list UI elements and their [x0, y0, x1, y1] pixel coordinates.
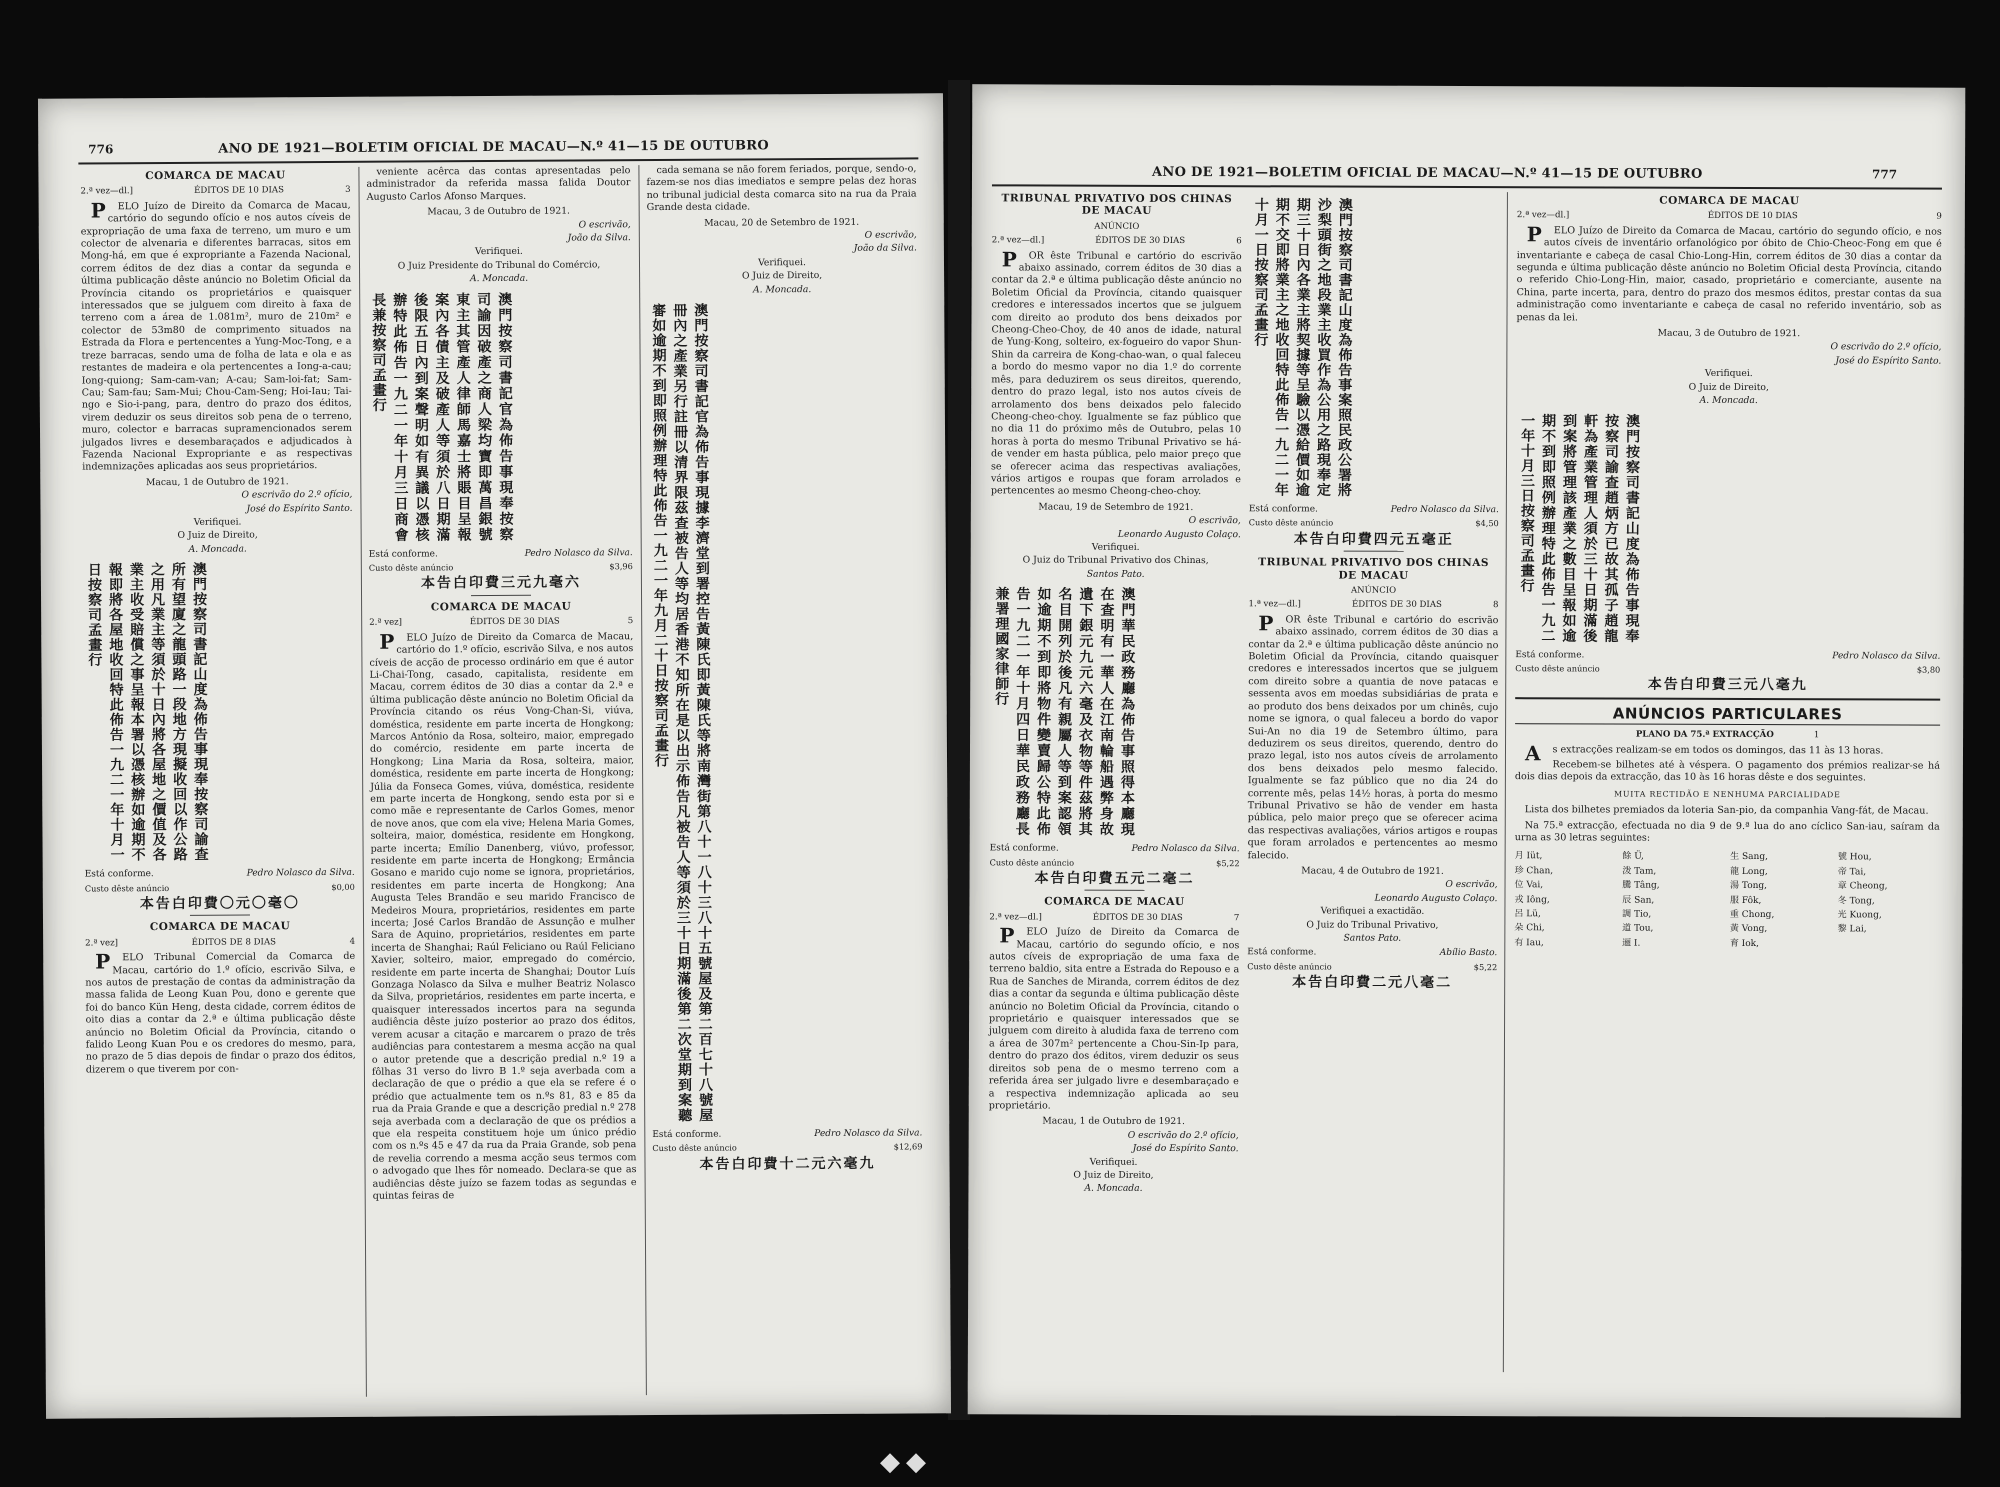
signature: A. Moncada.	[469, 273, 529, 285]
signature: A. Moncada.	[1699, 394, 1758, 407]
signature: João da Silva.	[567, 232, 631, 244]
lottery-letter: 逦 I.	[1622, 938, 1641, 949]
lottery-letter: 號 Hou,	[1837, 852, 1872, 863]
chinese-notice: 澳門華民政務廳為佈告事照得本廳現在查明有一華人在江南輪船遇弊身故遺下銀元九元六毫及衣物等件茲將其名目開列於後凡有親屬人等到案認領如逾期不到即將物件變賣歸公特此佈告一九二一年十月四日華民政務廳長兼署理國家律師行	[993, 586, 1136, 838]
cost-stamp: 本告白印費三元八毫九	[1647, 676, 1808, 694]
chinese-notice: 澳門按察司書記山度為佈告事案照民政公署將沙梨頭街之地段業主收買作為公用之路現奉定期三十日內各業主將契據等呈驗以憑給價如逾期不交即將業主之地收回特此佈告一九二一年十月一日按察司孟畫行	[1252, 197, 1353, 498]
cost-stamp: 本告白印費四元五毫正	[1293, 531, 1454, 548]
lottery-letter: 位 Vai,	[1514, 880, 1544, 891]
cost-stamp: 本告白印費〇元〇毫〇	[139, 895, 300, 913]
signature: A. Moncada.	[1084, 1183, 1143, 1195]
section-title: COMARCA DE MACAU	[149, 920, 291, 934]
lottery-letter: 冬 Tong,	[1837, 895, 1875, 907]
lottery-letter: 帝 Tai,	[1837, 867, 1867, 878]
left-page	[38, 93, 951, 1419]
chinese-notice: 澳門按察司書記山度為佈告事現奉按察司諭查所有望廈之龍頭路一段地方現擬收回以作公路之用凡業主等須於十日內將各屋地之價值及各業主收受賠償之事呈報本署以憑核辦如逾期不報即將各屋地收回特此佈告一九二一年十月一日按察司孟畫行	[85, 561, 209, 863]
right-column-2: COMARCA DE MACAU 2.ª vez—dl.] ÉDITOS DE 10 DIAS 9 PELO Juízo de Direito da Comarca de Macau, cartório do segundo ofício, e nos autos cíveis de inventário orfanológico por óbito de Chio-Cheoc-Fong em que é inventariante e cabeça de casal Chio-Long-Hin, correm éditos de 30 dias a contar da segunda e última publicação dêste anúncio no Boletim Oficial desta Província, citando o referido Chio-Long-Hin, maior, casado, proprietário e comerciante, ausente na China, parte incerta, para, dentro do prazo dos mesmos éditos, prestar contas da sua administração como inventariante e cabeça de casal no referido inventário, sob as penas da lei. Macau, 3 de Outubro de 1921. O escrivão do 2.º ofício, José do Espírito Santo. Verifiquei. O Juiz de Direito, A. Moncada. 澳門按察司書記山度為佈告事現奉按察司諭查趙炳方已故其孤子趙龍軒為產業管理人須於三十日期滿後到案將管理該產業之數目呈報如逾期不到即照例辦理特此佈告一九二一年十月三日按察司孟畫行 Está conforme. Pedro Nolasco da Silva. Custo dêste anúncio $3,80 本告白印費三元八毫九 ANÚNCIOS PARTICULARES PLANO DA 75.ª EXTRACÇÃO 1 As extracções realizam-se em todos os domingos, das 11 às 13 horas. Recebem-se bilhetes até à véspera. O pagamento dos prémios realizar-se há dois dias depois da extracção, das 10 às 16 horas dêste e dos seguintes. MUITA RECTIDÃO E NENHUMA PARCIALIDADE Lista dos bilhetes premiados da loteria San-pio, da companhia Vang-fát, de Macau. Na 75.ª extracção, efectuada no dia 9 de 9.ª lua do ano cíclico San-iau, saíram da urna as 30 letras seguintes: 月 Iüt, 餘 Ü, 生 Sang, 號 Hou, 珍 Chan, 泼 Tam, 龍 Long, 帝 Tai, 位 Vai, 騰 Tâng, 湯 Tong, 章 Cheong, 戎 Iông, 辰 San, 服 Fôk, 冬 Tong, 呂 Lü, 調 Tio, 重 Chong, 光 Kuong, 朵 Chi, 道 Tou, 黃 Vong, 黎 Lai, 有 Iau, 逦 I. 育 Iok,	[1514, 192, 1942, 951]
lottery-letter: 光 Kuong,	[1837, 910, 1882, 921]
left-column-2: veniente acêrca das contas apresentadas pelo administrador da referida massa falida Doutor Augusto Carlos Afonso Marques. Macau, 3 de Outubro de 1921. O escrivão, João da Silva. Verifiquei. O Juiz Presidente do Tribunal do Comércio, A. Moncada. 澳門按察司書記官為佈告事現奉按察司諭因破產之商人梁均寶即萬昌銀號東主其管產人律師馬嘉士將賬目呈報案內各債主及破產人等須於八日期滿後限五日內到案聲明如有異議以憑核辦特此佈告一九二一年十月三日商會長兼按察司孟畫行 Está conforme. Pedro Nolasco da Silva. Custo dêste anúncio $3,96 本告白印費三元九毫六 COMARCA DE MACAU 2.ª vez] ÉDITOS DE 30 DIAS 5 PELO Juízo de Direito da Comarca de Macau, cartório do 1.º ofício, escrivão Silva, e nos autos cíveis de acção de processo ordinário em que é autor Li-Chai-Tong, casado, capitalista, residente em Macau, correm éditos de 30 dias a contar da 2.ª e última publicação dêste anúncio no Boletim Oficial da Província citando os réus Vong-Chan-Si, viúva, doméstica, residente em parte incerta de Hongkong; Marcos António da Rosa, solteiro, maior, empregado do comércio, residente em parte incerta de Hongkong; Lina Maria da Rosa, solteira, maior, doméstica, residente em parte incerta de Hongkong; Júlia da Fonseca Gomes, viúva, doméstica, residente em parte incerta de Hongkong, sendo esta por si e como mãe e representante de Carlos Gomes, menor de nove anos, que com ela vive; Helena Maria Gomes, solteira, maior, doméstica, residente em Hongkong, parte incerta; Emílio Danenberg, viúvo, professor, residente em parte incerta de Hongkong; Ermância Gosano e marido cujo nome se ignora, proprietários, residentes em parte incerta de Hongkong; Ana Augusta Teles Brandão e seu marido Francisco de Medeiros Moura, proprietários, residentes em parte incerta; José Carlos Brandão de Assunção e mulher Sara de Aquino, proprietários, residentes em parte incerta de Shanghai; Raúl Feliciano ou Raúl Feliciano Xavier, solteiro, maior, empregado do comércio, residente em parte incerta de Shanghai; Doutor Luís Gonzaga Nolasco da Silva e mulher Beatriz Nolasco da Silva, proprietários, residentes em parte incerta, e quaisquer interessados incertos para na segunda audiência dêste juízo posterior ao prazo dos éditos, verem acusar a citação e marcarem o prazo de três audiências para contestarem a mesma acção na qual o autor pretende que a descrição predial n.º 19 a fôlhas 31 verso do livro B 1.º seja averbada com a declaração de que o prédio a que ela se refere é o prédio que actualmente tem os n.ºs 81, 83 e 85 da rua da Praia Grande e que a descrição predial n.º 278 seja averbada com a declaração de que os prédios a que ela respeita constituem hoje um único prédio com os n.ºs 45 e 47 da rua da Praia Grande, sob pena de revelia correndo a mesma acção seus termos com o advogado que lhes fôr nomeado. Declara-se que as audiências dêste juízo se fazem todas as segundas e quintas feiras de	[366, 165, 637, 1202]
signature: Leonardo Augusto Colaço.	[1117, 528, 1241, 540]
lottery-letter: 騰 Tâng,	[1622, 880, 1660, 891]
edict-body: PELO Juízo de Direito da Comarca de Macau, cartório do 1.º ofício, escrivão Silva, e nos autos cíveis de acção de processo ordinário em que é autor Li-Chai-Tong, casado, capitalista, residente em Macau, correm éditos de 30 dias a contar da 2.ª e última publicação dêste anúncio no Boletim Oficial da Província citando os réus Vong-Chan-Si, viúva, doméstica, residente em parte incerta de Hongkong; Marcos António da Rosa, solteiro, maior, empregado do comércio, residente em parte incerta de Hongkong; Lina Maria da Rosa, solteira, maior, doméstica, residente em parte incerta de Hongkong; Júlia da Fonseca Gomes, viúva, doméstica, residente em parte incerta de Hongkong, sendo esta por si e como mãe e representante de Carlos Gomes, menor de nove anos, que com ela vive; Helena Maria Gomes, solteira, maior, doméstica, residente em Hongkong, parte incerta; Emílio Danenberg, viúvo, professor, residente em parte incerta de Hongkong; Ermância Gosano e marido cujo nome se ignora, proprietários, residentes em parte incerta de Hongkong; Ana Augusta Teles Brandão e seu marido Francisco de Medeiros Moura, proprietários, residentes em parte incerta; José Carlos Brandão de Assunção e mulher Sara de Aquino, proprietários, residentes em parte incerta de Shanghai; Raúl Feliciano ou Raúl Feliciano Xavier, solteiro, maior, empregado do comércio, residente em parte incerta de Shanghai; Doutor Luís Gonzaga Nolasco da Silva e mulher Beatriz Nolasco da Silva, proprietários, residentes em parte incerta, e quaisquer interessados incertos para na segunda audiência dêste juízo posterior ao prazo dos éditos, verem acusar a citação e marcarem o prazo de três audiências para contestarem a mesma acção na qual o autor pretende que a descrição predial n.º 19 a fôlhas 31 verso do livro B 1.º seja averbada com a declaração de que o prédio a que ela se refere é o prédio que actualmente tem os n.ºs 81, 83 e 85 da rua da Praia Grande e que a descrição predial n.º 278 seja averbada com a declaração de que os prédios a que ela respeita constituem hoje um único prédio com os n.ºs 45 e 47 da rua da Praia Grande, sob pena de revelia correndo a mesma acção seus termos com o advogado que lhes fôr nomeado. Declara-se que as audiências dêste juízo se fazem todas as segundas e quintas feiras de	[369, 629, 637, 1202]
right-column-1a: TRIBUNAL PRIVATIVO DOS CHINAS DE MACAU ANÚNCIO 2.ª vez—dl.] ÉDITOS DE 30 DIAS 6 POR êste Tribunal e cartório do escrivão abaixo assinado, correm éditos de 30 dias a contar da 2.ª e última publicação dêste anúncio no Boletim Oficial da Província, citando quaisquer credores e interessados incertos que se julguem com direito ao produto dos bens deixados por Cheong-Cheo-Choy, de 40 anos de idade, natural de Yung-Kong, solteiro, ex-fogueiro do vapor Shun-Shin da carreira de Kong-chao-wan, o qual faleceu a bordo do mesmo vapor no dia 1.º do corrente mês, para deduzirem os seus direitos, querendo, dentro do prazo legal, isto nos autos cíveis de arrolamento dos bens deixados pelo falecido Cheong-cheo-choy. Igualmente se faz público que no dia 11 do próximo mês de Outubro, pelas 10 horas à porta do mesmo Tribunal Privativo se há-de vender em hasta pública, pelo maior preço que se oferecer acima das respectivas avaliações, vários artigos e roupas que foram arrolados e pertencentes ao mesmo Cheong-cheo-choy. Macau, 19 de Setembro de 1921. O escrivão, Leonardo Augusto Colaço. Verifiquei. O Juiz do Tribunal Privativo dos Chinas, Santos Pato. 澳門華民政務廳為佈告事照得本廳現在查明有一華人在江南輪船遇弊身故遺下銀元九元六毫及衣物等件茲將其名目開列於後凡有親屬人等到案認領如逾期不到即將物件變賣歸公特此佈告一九二一年十月四日華民政務廳長兼署理國家律師行 Está conforme. Pedro Nolasco da Silva. Custo dêste anúncio $5,22 本告白印費五元二毫二 COMARCA DE MACAU 2.ª vez—dl.] ÉDITOS DE 30 DIAS 7 PELO Juízo de Direito da Comarca de Macau, cartório do segundo ofício, e nos autos cíveis de expropriação de uma faxa de terreno baldio, sita entre a Estrada do Repouso e a Rua de Sanches de Miranda, correm éditos de dez dias a contar da segunda e última publicação dêste anúncio no Boletim Oficial da Província, citando o proprietário e quaisquer interessados que se julguem com direito à aludida faxa de terreno com a área de 307m² pertencente a Chou-Sin-Ip para, dentro do prazo dos éditos, virem deduzir os seus direitos sob pena de o mesmo terreno com a referida área ser julgado livre e desembaraçado e a respectiva indemnização aplicada ao seu proprietário. Macau, 1 de Outubro de 1921. O escrivão do 2.º ofício, José do Espírito Santo. Verifiquei. O Juiz de Direito, A. Moncada.	[988, 192, 1242, 1195]
left-page-number: 776	[88, 142, 114, 157]
signature: Santos Pato.	[1343, 932, 1402, 944]
section-title: COMARCA DE MACAU	[145, 169, 286, 183]
signature: José do Espírito Santo.	[1132, 1142, 1239, 1155]
lottery-letter: 黎 Lai,	[1837, 924, 1867, 935]
right-running-title: ANO DE 1921—BOLETIM OFICIAL DE MACAU—N.º 41—15 DE OUTUBRO	[1151, 164, 1703, 182]
lottery-letter	[1838, 938, 1940, 951]
lottery-letter: 戎 Iông,	[1514, 894, 1550, 905]
lottery-letters	[1514, 851, 1939, 951]
left-running-title: ANO DE 1921—BOLETIM OFICIAL DE MACAU—N.º 41—15 DE OUTUBRO	[218, 138, 769, 157]
left-column-1: COMARCA DE MACAU 2.ª vez—dl.] ÉDITOS DE 10 DIAS 3 PELO Juízo de Direito da Comarca de Macau, cartório do segundo ofício e nos autos cíveis de expropriação de uma faxa de terreno, um muro e um colector de alvenaria e diferentes barracas, sitos em Mong-há, em que é expropriante a Fazenda Nacional, correm éditos de dez dias a contar da segunda e última publicação dêste anúncio no Boletim Oficial da Província citando os proprietários e quaisquer interessados que se julguem com direito à faxa de terreno com a área de 1.081m², muro de 210m² e colector de 53m80 de comprimento situados na Estrada da Flora e pertencentes a Yung-Moc-Tong, e a treze barracas, sendo uma de folha de lata e ola e as restantes de madeira e ola pertencentes a Iong-a-cau; Iong-quiong; Sam-cam-van; A-cau; Sam-loi-fat; Sam-Cau; Sam-fau; Sam-Mui; Chou-Cam-Seng; Hoi-Iau; Tai-ngo e Sio-i-pang, para, dentro do prazo dos éditos, virem deduzir os seus direitos sob pena de o terreno, muro, colector e barracas supramencionados serem julgados livres e desembaraçados e adjudicados à Fazenda Nacional Expropriante e as respectivas indemnizações aplicadas aos seus proprietários. Macau, 1 de Outubro de 1921. O escrivão do 2.º ofício, José do Espírito Santo. Verifiquei. O Juiz de Direito, A. Moncada. 澳門按察司書記山度為佈告事現奉按察司諭查所有望廈之龍頭路一段地方現擬收回以作公路之用凡業主等須於十日內將各屋地之價值及各業主收受賠償之事呈報本署以憑核辦如逾期不報即將各屋地收回特此佈告一九二一年十月一日按察司孟畫行 Está conforme. Pedro Nolasco da Silva. Custo dêste anúncio $0,00 本告白印費〇元〇毫〇 COMARCA DE MACAU 2.ª vez] ÉDITOS DE 8 DIAS 4 PELO Tribunal Comercial da Comarca de Macau, cartório do 1.º ofício, escrivão Silva, e nos autos de prestação de contas da administração da massa falida de Leong Kuan Pou, dono e gerente que foi do banco Kün Heng, desta cidade, correm éditos de oito dias a contar da 2.ª e última publicação dêste anúncio no Boletim Oficial da Província, citando o falido Leong Kuan Pou e os credores do mesmo, para, no prazo de 5 dias depois de findar o prazo dos éditos, dizerem o que tiverem por con-	[80, 169, 356, 1076]
edict-meta: 2.ª vez—dl.] ÉDITOS DE 10 DIAS 3	[80, 185, 351, 197]
chinese-notice: 澳門按察司書記官為佈告事現奉按察司諭因破產之商人梁均寶即萬昌銀號東主其管產人律師馬嘉士將賬目呈報案內各債主及破產人等須於八日期滿後限五日內到案聲明如有異議以憑核辦特此佈告一九二一年十月三日商會長兼按察司孟畫行	[370, 291, 514, 543]
signature: A. Moncada.	[752, 283, 812, 296]
lottery-letter: 有 Iau,	[1514, 937, 1544, 949]
lottery-letter: 朵 Chi,	[1514, 923, 1545, 934]
signature: Leonardo Augusto Colaço.	[1374, 892, 1498, 904]
header-rule	[992, 184, 1942, 189]
left-column-3: cada semana se não forem feriados, porque, sendo-o, fazem-se nos dias imediatos e sempre pelas dez horas no tribunal judicial desta comarca sito na rua da Praia Grande desta cidade. Macau, 20 de Setembro de 1921. O escrivão, João da Silva. Verifiquei. O Juiz de Direito, A. Moncada. 澳門按察司書記官為佈告事現據李濟堂到署控告黃陳氏即黃陳氏等將南灣街第八十一八十三八十五號屋及第二百七十八號屋冊內之產業另行註冊以清界限茲查被告人等均居香港不知所在是以出示佈告凡被告人等須於三十日期滿後第二次堂期到案聽審如逾期不到即照例辦理特此佈告一九二一年九月二十日按察司孟畫行 Está conforme. Pedro Nolasco da Silva. Custo dêste anúncio $12,69 本告白印費十二元六毫九	[646, 163, 923, 1173]
signature: José do Espírito Santo.	[1835, 355, 1942, 367]
section-title: COMARCA DE MACAU	[1659, 194, 1800, 208]
lottery-letter: 珍 Chan,	[1514, 865, 1554, 877]
lottery-letter: 章 Cheong,	[1837, 881, 1888, 892]
lottery-letter: 重 Chong,	[1729, 909, 1775, 921]
book-gutter	[948, 80, 970, 1420]
lottery-letter: 呂 Lü,	[1514, 909, 1541, 920]
edict-body: PELO Tribunal Comercial da Comarca de Macau, cartório do 1.º ofício, escrivão Silva, e nos autos de prestação de contas da administração da massa falida de Leong Kuan Pou, dono e gerente que foi do banco Kün Heng, desta cidade, correm éditos de oito dias a contar da 2.ª e última publicação dêste anúncio no Boletim Oficial da Província, citando o falido Leong Kuan Pou e os credores do mesmo, para, no prazo de 5 dias depois de findar o prazo dos éditos, dizerem o que tiverem por con-	[85, 949, 356, 1076]
lottery-letter: 黃 Vong,	[1729, 924, 1768, 935]
signature: A. Moncada.	[188, 543, 247, 555]
column-rule	[1503, 192, 1508, 1372]
right-column-1b: 澳門按察司書記山度為佈告事案照民政公署將沙梨頭街之地段業主收買作為公用之路現奉定期三十日內各業主將契據等呈驗以憑給價如逾期不交即將業主之地收回特此佈告一九二一年十月一日按察司孟畫行 Está conforme. Pedro Nolasco da Silva. Custo dêste anúncio $4,50 本告白印費四元五毫正 TRIBUNAL PRIVATIVO DOS CHINAS DE MACAU ANÚNCIO 1.ª vez—dl.] ÉDITOS DE 30 DIAS 8 POR êste Tribunal e cartório do escrivão abaixo assinado, correm éditos de 30 dias a contar da 2.ª e última publicação dêste anúncio no Boletim Oficial da Província, citando quaisquer credores e interessados incertos que se julguem com direito sobre a quantia de nove patacas e sessenta avos em moedas subsidiárias de prata e ao produto dos bens deixados por um chinês, cujo nome se ignora, o qual faleceu a bordo do vapor Sui-An no dia 19 de Setembro último, para deduzirem os seus direitos, querendo, dentro do prazo legal, isto nos autos cíveis de arrolamento dos bens deixados pelo mesmo falecido. Igualmente se faz público que no dia 24 do corrente mês, pelas 14½ horas, à porta do mesmo Tribunal Privativo se hão de vender em hasta pública, pelo maior preço que se oferecer acima das respectivas avaliações, vários artigos e roupas que foram arrolados e pertencentes ao mesmo falecido. Macau, 4 de Outubro de 1921. O escrivão, Leonardo Augusto Colaço. Verifiquei a exactidão. O Juiz do Tribunal Privativo, Santos Pato. Está conforme. Abílio Basto. Custo dêste anúncio $5,22 本告白印費二元八毫二	[1247, 197, 1499, 992]
lottery-letter: 服 Fôk,	[1729, 895, 1762, 906]
signature: João da Silva.	[853, 242, 917, 255]
cost-stamp: 本告白印費二元八毫二	[1292, 974, 1453, 992]
edict-body: PELO Juízo de Direito da Comarca de Macau, cartório do segundo ofício e nos autos cíveis de expropriação de uma faxa de terreno, um muro e um colector de alvenaria e diferentes barracas, sitos em Mong-há, em que é expropriante a Fazenda Nacional, correm éditos de dez dias a contar da segunda e última publicação dêste anúncio no Boletim Oficial da Província citando os proprietários e quaisquer interessados que se julguem com direito à faxa de terreno com a área de 1.081m², muro de 210m² e colector de 53m80 de comprimento situados na Estrada da Flora e pertencentes a Yung-Moc-Tong, e a treze barracas, sendo uma de folha de lata e ola e as restantes de madeira e ola pertencentes a Iong-a-cau; Iong-quiong; Sam-cam-van; A-cau; Sam-loi-fat; Sam-Cau; Sam-fau; Sam-Mui; Chou-Cam-Seng; Hoi-Iau; Tai-ngo e Sio-i-pang, para, dentro do prazo dos éditos, virem deduzir os seus direitos sob pena de o terreno, muro, colector e barracas supramencionados serem julgados livres e desembaraçados e adjudicados à Fazenda Nacional Expropriante e as respectivas indemnizações aplicadas aos seus proprietários.	[80, 198, 353, 473]
section-heading-anuncios: ANÚNCIOS PARTICULARES	[1612, 704, 1843, 724]
signature: Santos Pato.	[1086, 568, 1145, 580]
edict-body: PELO Juízo de Direito da Comarca de Macau, cartório do segundo ofício, e nos autos cíveis de inventário orfanológico por óbito de Chio-Cheoc-Fong em que é inventariante e cabeça de casal Chio-Long-Hin, correm éditos de 30 dias a contar da segunda e última publicação dêste anúncio no Boletim Oficial desta Província, citando o referido Chio-Long-Hin, maior, casado, proprietário e comerciante, ausente na China, parte incerta, para, dentro do prazo dos mesmos éditos, prestar contas da sua administração como inventariante e cabeça de casal no referido inventário, sob as penas da lei.	[1516, 222, 1942, 324]
lottery-letter: 泼 Tam,	[1622, 866, 1657, 877]
lottery-letter: 生 Sang,	[1730, 852, 1768, 863]
cost-stamp: 本告白印費十二元六毫九	[699, 1155, 876, 1173]
section-title: COMARCA DE MACAU	[430, 600, 572, 614]
column-rule	[358, 167, 367, 1397]
cost-stamp: 本告白印費五元二毫二	[1034, 870, 1195, 888]
section-title: TRIBUNAL PRIVATIVO DOS CHINAS DE MACAU	[1258, 556, 1490, 582]
cost-stamp: 本告白印費三元九毫六	[420, 574, 581, 592]
right-page-number: 777	[1871, 167, 1898, 182]
lottery-letter: 調 Tio,	[1622, 909, 1652, 920]
chinese-notice: 澳門按察司書記山度為佈告事現奉按察司諭查趙炳方已故其孤子趙龍軒為產業管理人須於三十日期滿後到案將管理該產業之數目呈報如逾期不到即照例辦理特此佈告一九二一年十月三日按察司孟畫行	[1518, 412, 1641, 644]
lottery-letter: 育 Iok,	[1729, 938, 1760, 949]
edict-body: POR êste Tribunal e cartório do escrivão abaixo assinado, correm éditos de 30 dias a contar da 2.ª e última publicação dêste anúncio no Boletim Oficial da Província, citando quaisquer credores e interessados incertos que se julguem com direito ao produto dos bens deixados por Cheong-Cheo-Choy, de 40 anos de idade, natural de Yung-Kong, solteiro, ex-fogueiro do vapor Shun-Shin da carreira de Kong-chao-wan, o qual faleceu a bordo do mesmo vapor no dia 1.º do corrente mês, para deduzirem os seus direitos, querendo, dentro do prazo legal, isto nos autos cíveis de arrolamento dos bens deixados pelo falecido Cheong-cheo-choy. Igualmente se faz público que no dia 11 do próximo mês de Outubro, pelas 10 horas à porta do mesmo Tribunal Privativo se há-de vender em hasta pública, pelo maior preço que se oferecer acima das respectivas avaliações, vários artigos e roupas que foram arrolados e pertencentes ao mesmo Cheong-cheo-choy.	[990, 246, 1242, 498]
chinese-notice: 澳門按察司書記官為佈告事現據李濟堂到署控告黃陳氏即黃陳氏等將南灣街第八十一八十三八十五號屋及第二百七十八號屋冊內之產業另行註冊以清界限茲查被告人等均居香港不知所在是以出示佈告凡被告人等須於三十日期滿後第二次堂期到案聽審如逾期不到即照例辦理特此佈告一九二一年九月二十日按察司孟畫行	[650, 302, 714, 1123]
section-title: TRIBUNAL PRIVATIVO DOS CHINAS DE MACAU	[1001, 192, 1233, 218]
column-rule	[638, 165, 647, 1395]
edict-date: Macau, 1 de Outubro de 1921.	[145, 476, 289, 488]
right-page	[968, 84, 1966, 1417]
lottery-letter: 湯 Tong,	[1730, 881, 1768, 892]
section-title: COMARCA DE MACAU	[1044, 895, 1185, 909]
lottery-letter: 道 Tou,	[1622, 923, 1654, 935]
lottery-letter: 月 Iüt,	[1514, 851, 1543, 862]
lottery-letter: 餘 Ü,	[1622, 851, 1644, 862]
signature: José do Espírito Santo.	[246, 502, 353, 515]
edict-body: PELO Juízo de Direito da Comarca de Macau, cartório do segundo ofício, e nos autos cíveis de expropriação de uma faxa de terreno baldio, sita entre a Estrada do Repouso e a Rua de Sanches de Miranda, correm éditos de dez dias a contar da segunda e última publicação dêste anúncio no Boletim Oficial da Província, citando o proprietário e quaisquer interessados que se julguem com direito à aludida faxa de terreno com a área de 307m² pertencente a Chou-Sin-Ip para, dentro do prazo dos éditos, virem deduzir os seus direitos sob pena de o mesmo terreno com a referida área ser julgado livre e desembaraçado e a respectiva indemnização aplicada ao seu proprietário.	[988, 923, 1240, 1112]
lottery-letter: 龍 Long,	[1730, 866, 1768, 877]
scan-marks: ◆◆	[880, 1447, 932, 1477]
motto: MUITA RECTIDÃO E NENHUMA PARCIALIDADE	[1614, 789, 1841, 800]
lottery-letter: 辰 San,	[1622, 895, 1655, 906]
edict-body: POR êste Tribunal e cartório do escrivão abaixo assinado, correm éditos de 30 dias a contar da 2.ª e última publicação dêste anúncio no Boletim Oficial da Província, citando quaisquer credores e interessados incertos que se julguem com direito sobre a quantia de nove patacas e sessenta avos em moedas subsidiárias de prata e ao produto dos bens deixados por um chinês, cujo nome se ignora, o qual faleceu a bordo do vapor Sui-An no dia 19 de Setembro último, para deduzirem os seus direitos, querendo, dentro do prazo legal, isto nos autos cíveis de arrolamento dos bens deixados pelo mesmo falecido. Igualmente se faz público que no dia 24 do corrente mês, pelas 14½ horas, à porta do mesmo Tribunal Privativo se hão de vender em hasta pública, pelo maior preço que se oferecer acima das respectivas avaliações, vários artigos e roupas que foram arrolados e pertencentes ao mesmo falecido.	[1247, 611, 1499, 861]
